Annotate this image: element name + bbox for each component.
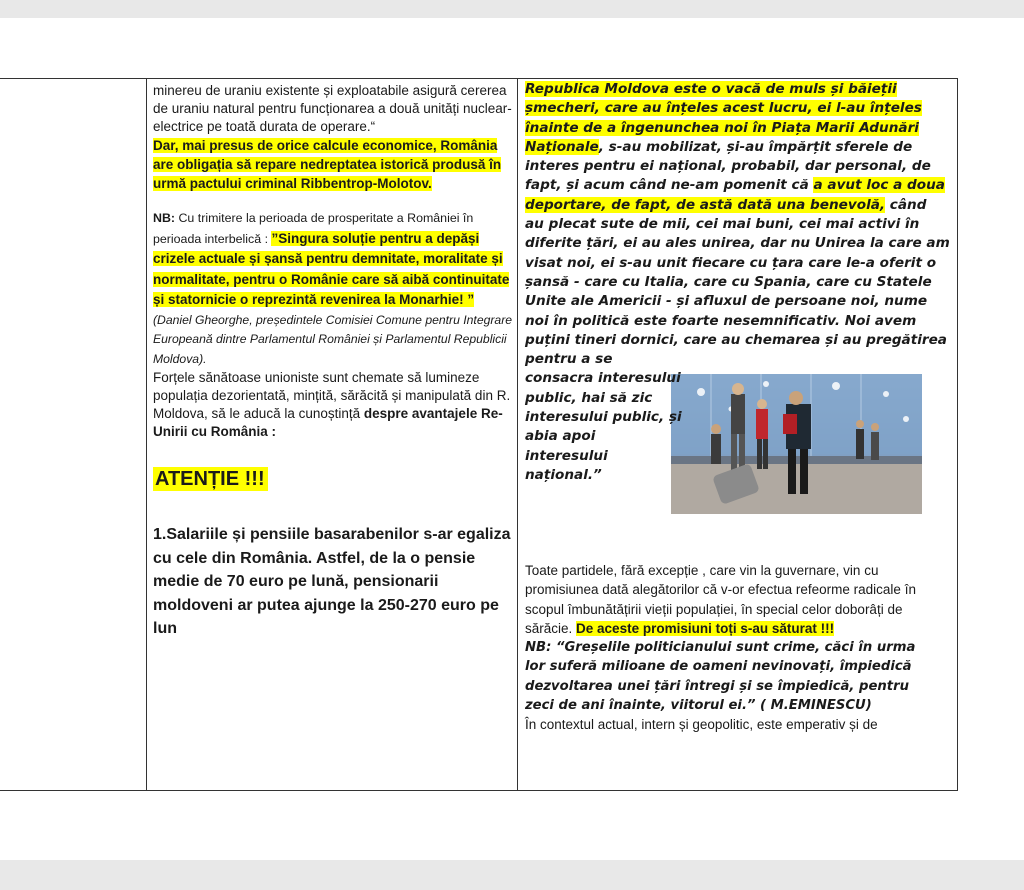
parties-section	[525, 561, 925, 735]
context-paragraph: În contextul actual, intern și geopolitic, este emperativ și de	[525, 717, 878, 733]
table-bottom-border	[0, 790, 958, 791]
table-col-divider-2	[517, 78, 518, 791]
promises-highlight: De aceste promisiuni toți s-au săturat !!!	[576, 620, 835, 636]
parties-paragraph: Toate partidele, fără excepție , care vin la guvernare, vin cu promisiunea dată alegătorilor că v-or efectua refeorme radicale în scopul îmbunătățirii vieții populației, în special celor doborâți de sărăcie. De aceste promisiuni toți s-au săturat !!!	[525, 563, 916, 636]
eminescu-quote: NB: “Greșelile politicianului sunt crime, căci în urma lor suferă milioane de oameni nevinovați, împiedică dezvoltarea unei țări întregi și se împiedică, pentru zeci de ani înainte, viitorul ei.” ( M.EMINESCU)	[525, 640, 916, 714]
nb-monarchy-paragraph: NB: Cu trimitere la perioada de prosperitate a României în perioada interbelică : ”Singura soluție pentru a depăși crizele actuale și șansă pentru demnitate, moralitate și normalitate, pentru o Românie care să aibă continuitate și statornicie o reprezintă revenirea la Monarhie! ” (Daniel Gheorghe, președintele Comisiei Comune pentru Integrare Europeană dintre Parlamentul României și Parlamentul Republicii Moldova).	[153, 211, 513, 366]
point-salaries: 1.Salariile și pensiile basarabenilor s-ar egaliza cu cele din România. Astfel, de la o pensie medie de 70 euro pe lună, pensionarii moldoveni ar putea ajunge la 250-270 euro pe lun	[153, 526, 511, 637]
unionist-paragraph: Forțele sănătoase unioniste sunt chemate să lumineze populația dezorientată, mințită, sărăcită și manipulată din R. Moldova, să le aducă la cunoștință despre avantajele Re-Unirii cu România :	[153, 370, 511, 439]
quote-author: (Daniel Gheorghe, președintele Comisiei Comune pentru Integrare Europeană dintre Parlamentul României și Parlamentul Republicii Moldova).	[153, 312, 513, 366]
table-cell-middle	[153, 82, 515, 641]
uranium-paragraph: minereu de uraniu existente și exploatabile asigură cererea de uraniu natural pentru funcționarea a două unități nuclear-electrice pe toată durata de operare.“	[153, 83, 512, 134]
obligation-highlight: Dar, mai presus de orice calcule economice, România are obligația să repare nedreptatea istorică produsă în urmă pactului criminal Ribbentrop-Molotov.	[153, 138, 502, 191]
table-top-border	[0, 78, 958, 79]
photo-wrap-spacer	[682, 368, 950, 512]
attention-heading: ATENȚIE !!!	[153, 467, 268, 491]
monarchy-quote: ”Singura soluție pentru a depăși crizele actuale și șansă pentru demnitate, moralitate și normalitate, pentru o Românie care să aibă continuitate și statornicie o reprezintă revenirea la Monarhie! ”	[153, 230, 510, 307]
table-col-divider-1	[146, 78, 147, 791]
moldova-quote-text: Republica Moldova este o vacă de muls și băieții șmecheri, care au înțeles acest lucru, ei l-au înțeles înainte de a îngenunchea noi în Piața Marii Adunări Naționale, s-au mobilizat, și-au împărțit sferele de interes pentru ei național, probabil, dar personal, de fapt, și acum când ne-am pomenit că a avut loc a doua deportare, de fapt, de astă dată una benevolă, când au plecat sute de mii, cei mai buni, cei mai activi în diferite țări, ei au ales unirea, dar nu Unirea la care am visat noi, ei s-au unit fiecare cu țara care le-a oferit o șansă - care cu Italia, care cu Spania, care cu Statele Unite ale Americii - și afluxul de persoane noi, nume noi în politică este foarte nesemnificativ. Noi avem puțini tineri dornici, care au chemarea și au pregătirea pentru a se consacra interesului public, hai să zic interesului public, și abia apoi interesului național.”	[525, 80, 950, 485]
table-right-border	[957, 78, 958, 791]
